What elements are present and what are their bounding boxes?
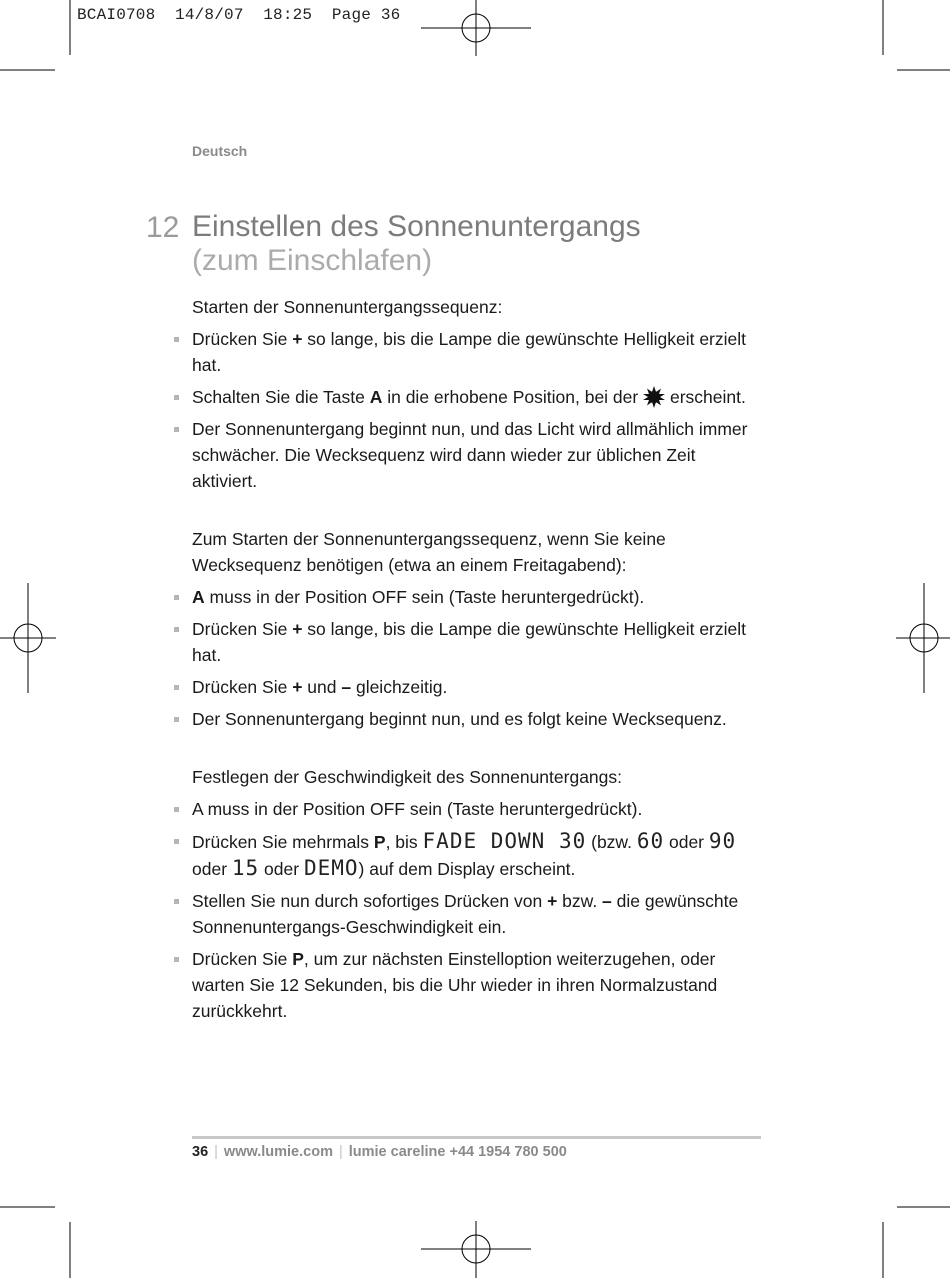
separator: | <box>338 1144 343 1160</box>
key-plus: + <box>292 329 303 349</box>
key-a: A <box>192 587 205 607</box>
list-item <box>192 384 764 410</box>
key-plus: + <box>292 619 303 639</box>
language-label: Deutsch <box>192 143 248 159</box>
key-p: P <box>373 832 386 852</box>
text: so lange, bis die Lampe die gewünschte Helligkeit erzielt hat. <box>192 619 747 665</box>
key-a: A <box>369 387 383 407</box>
text: oder <box>664 832 709 852</box>
text: Drücken Sie <box>192 329 293 349</box>
key-plus: + <box>547 891 558 911</box>
registration-mark-icon <box>421 1221 531 1278</box>
block2-list <box>192 584 764 732</box>
text: Stellen Sie nun durch sofortiges Drücken von <box>192 891 548 911</box>
sun-icon <box>643 386 665 408</box>
text: , um zur nächsten Einstelloption weiterzugehen, oder warten Sie 12 Sekunden, bis die Uhr wieder in ihren Normalzustand zurückkehrt. <box>192 949 718 1021</box>
text: (bzw. <box>586 832 637 852</box>
text: Drücken Sie mehrmals <box>192 832 374 852</box>
text: erscheint. <box>665 387 746 407</box>
text: die gewünschte Sonnenuntergangs-Geschwindigkeit ein. <box>192 891 739 937</box>
key-p: P <box>292 949 304 969</box>
display-text: 60 <box>636 829 665 853</box>
careline: lumie careline +44 1954 780 500 <box>348 1144 567 1160</box>
text: gleichzeitig. <box>351 677 448 697</box>
footer <box>192 1144 567 1160</box>
display-text: FADE DOWN 30 <box>422 829 587 853</box>
text: oder <box>259 859 304 879</box>
text: oder <box>192 859 232 879</box>
section-title-main: Einstellen des Sonnenuntergangs <box>192 210 641 243</box>
list-item <box>192 326 764 378</box>
text: muss in der Position OFF sein (Taste heruntergedrückt). <box>204 587 645 607</box>
block3-lead: Festlegen der Geschwindigkeit des Sonnenuntergangs: <box>192 767 622 787</box>
list-item <box>192 888 764 940</box>
website-link[interactable]: www.lumie.com <box>223 1144 333 1160</box>
text: bzw. <box>557 891 603 911</box>
list-item <box>192 946 764 1024</box>
text: und <box>302 677 342 697</box>
text: , bis <box>385 832 423 852</box>
key-plus: + <box>292 677 303 697</box>
list-item <box>192 828 764 882</box>
text: Drücken Sie <box>192 619 293 639</box>
section-number: 12 <box>146 211 180 244</box>
display-text: 90 <box>708 829 737 853</box>
key-minus: – <box>602 891 612 911</box>
page-number: 36 <box>192 1144 209 1160</box>
registration-mark-icon <box>896 583 950 693</box>
display-text: 15 <box>231 856 260 880</box>
display-text: DEMO <box>303 856 359 880</box>
list-item: Der Sonnenuntergang beginnt nun, und das Licht wird allmählich immer schwächer. Die Wecksequenz wird dann wieder zur üblichen Zeit aktiviert. <box>192 416 764 494</box>
text: Schalten Sie die Taste <box>192 387 370 407</box>
list-item <box>192 616 764 668</box>
block1-list <box>192 326 764 494</box>
block2-lead: Zum Starten der Sonnenuntergangssequenz, wenn Sie keine Wecksequenz benötigen (etwa an einem Freitagabend): <box>192 529 666 575</box>
text: so lange, bis die Lampe die gewünschte Helligkeit erzielt hat. <box>192 329 747 375</box>
list-item <box>192 584 764 610</box>
footer-rule <box>192 1136 761 1139</box>
section-title <box>192 210 792 278</box>
registration-mark-icon <box>0 583 56 693</box>
text: Drücken Sie <box>192 677 293 697</box>
instructions <box>192 294 764 1030</box>
registration-mark-icon <box>421 0 531 56</box>
list-item: Der Sonnenuntergang beginnt nun, und es folgt keine Wecksequenz. <box>192 706 764 732</box>
text: Drücken Sie <box>192 949 293 969</box>
block1-lead: Starten der Sonnenuntergangssequenz: <box>192 297 503 317</box>
print-slug: BCAI0708 14/8/07 18:25 Page 36 <box>77 6 401 24</box>
text: ) auf dem Display erscheint. <box>358 859 576 879</box>
separator: | <box>214 1144 218 1160</box>
section-subtitle: (zum Einschlafen) <box>192 244 433 277</box>
list-item: A muss in der Position OFF sein (Taste heruntergedrückt). <box>192 796 764 822</box>
key-minus: – <box>341 677 352 697</box>
block3-list <box>192 796 764 1024</box>
list-item <box>192 674 764 700</box>
text: in die erhobene Position, bei der <box>382 387 644 407</box>
